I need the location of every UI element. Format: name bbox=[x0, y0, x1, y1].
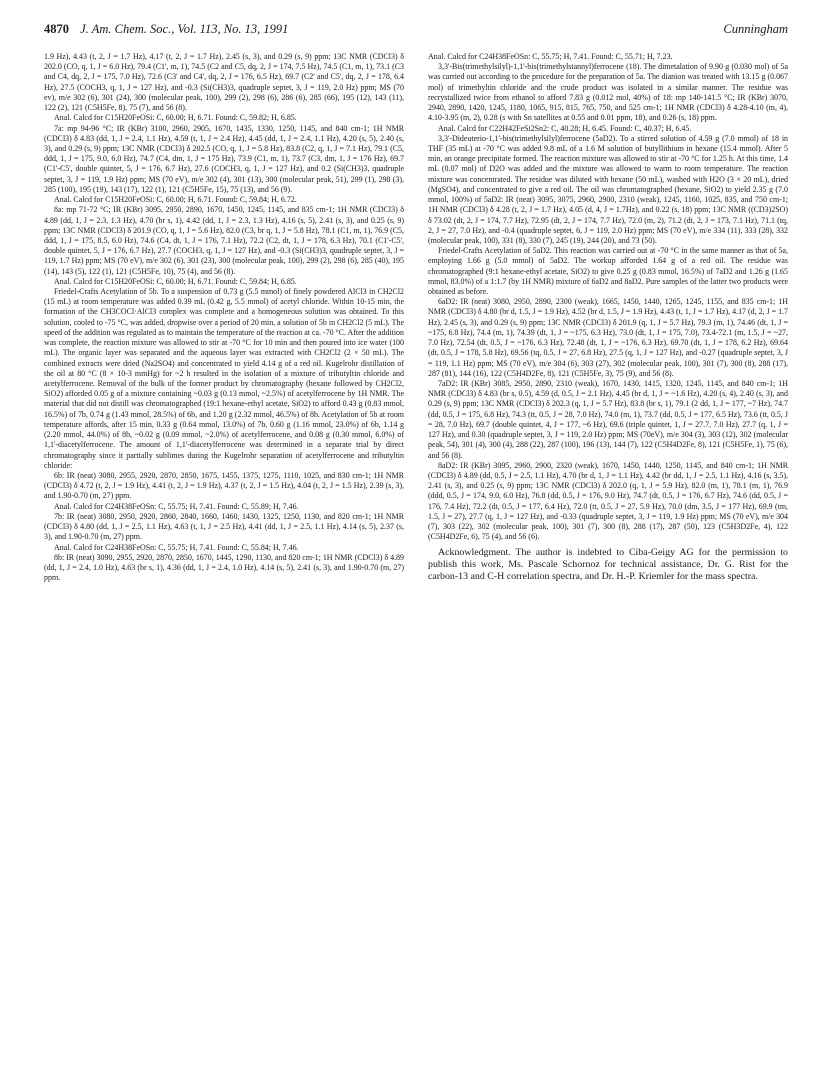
paragraph: Anal. Calcd for C15H20FeOSi: C, 60.00; H, 6.71. Found: C, 59.84; H, 6.72. bbox=[54, 195, 297, 205]
running-header bbox=[44, 22, 788, 40]
right-column bbox=[428, 52, 788, 584]
paragraph: 3,3'-Dideuterio-1,1'-bis(trimethylsilyl)ferrocene (5aD2). To a stirred solution of 4.59 g (7.0 mmol) of 18 in THF (35 mL) at -70 °C was added 9.8 mL of a 1.6 M solution of butyllithium in hexane (15.4 mmol). After 5 min, an orange precipitate formed. The reaction mixture was allowed to stir at -70 °C for 1.25 h. At this time, 1.4 mL (0.07 mol) of D2O was added and the mixture was allowed to warm to room temperature. The reaction mixture was concentrated. The residue was diluted with hexane (50 mL), washed with H2O (3 × 20 mL), dried (MgSO4), and concentrated to give a red oil. The oil was chromatographed (hexane, SiO2) to yield 2.35 g (7.0 mmol, 100%) of 5aD2: IR (neat) 3095, 3075, 2960, 2900, 2310 (weak), 1245, 1160, 1025, 835, and 750 cm-1; 1H NMR (CDCl3) δ 4.28 (t, 2, J = 1.7 Hz), 4.05 (d, 4, J = 1.7Hz), and 0.22 (s, 18) ppm; 13C NMR ((CD3)2SO) δ 73.02 (dt, 2, J = 174, 7.7 Hz), 72.95 (dt, 2, J = 174, 7.7 Hz), 72.0 (m, 2), 71.2 (dt, 2, J = 173, 7.1 Hz), 71.1 (tq, 2, J = 27, 7.0 Hz), and -0.4 (quadruple septet, 6, J = 119, 2.0 Hz) ppm; MS (70 eV), m/e 334 (11), 333 (28), 332 (molecular peak, 100), 331 (8), 330 (7), 245 (19), 244 (20), and 73 (50). bbox=[428, 133, 788, 245]
page-number: 4870 bbox=[44, 22, 69, 36]
paragraph: Anal. Calcd for C24H38FeOSn: C, 55.75; H, 7.41. Found: C, 55.84; H, 7.46. bbox=[54, 542, 299, 552]
paragraph: Anal. Calcd for C24H38FeOSn: C, 55.75; H, 7.41. Found: C, 55.71; H, 7.23. bbox=[428, 52, 673, 61]
acknowledgment: Acknowledgment. The author is indebted to Ciba-Geigy AG for the permission to publish this work, Ms. Pascale Schornoz for technical assistance, Dr. G. Rist for the carbon-13 and C-H correlation spectra, and Dr. H.-P. Kriemler for the mass spectra. bbox=[428, 546, 788, 583]
journal-page bbox=[44, 22, 788, 1058]
paragraph: 6b: IR (neat) 3080, 2955, 2920, 2870, 2850, 1675, 1455, 1375, 1275, 1110, 1025, and 830 cm-1; 1H NMR (CDCl3) δ 4.72 (t, 2, J = 1.9 Hz), 4.41 (t, 2, J = 1.9 Hz), 4.37 (t, 2, J = 1.5 Hz), 4.04 (t, 2, J = 1.5 Hz), 2.39 (s, 3), and 1.90-0.70 (m, 27) ppm. bbox=[44, 470, 404, 501]
paragraph: Anal. Calcd for C15H20FeOSi: C, 60.00; H, 6.71. Found: C, 59.84; H, 6.85. bbox=[54, 276, 297, 286]
paragraph: Friedel-Crafts Acetylation of 5aD2. This reaction was carried out at -70 °C in the same manner as that of 5a, employing 1.66 g (5.0 mmol) of 5aD2. The workup afforded 1.64 g of a red oil. The residue was chromatographed (9:1 hexane-ethyl acetate, SiO2) to give 0.25 g (0.83 mmol, 16.5%) of 7aD2 and 1.26 g (1.65 mmol, 83.0%) of a 1:1.7 (by 1H NMR) mixture of 6aD2 and 8aD2. Pure samples of the latter two products were obtained as before. bbox=[428, 246, 788, 297]
paragraph: 6aD2: IR (neat) 3080, 2950, 2890, 2300 (weak), 1665, 1450, 1440, 1265, 1245, 1155, and 835 cm-1; 1H NMR (CDCl3) δ 4.80 (br d, 1.5, J = 1.9 Hz), 4.52 (br d, 1.5, J = 1.9 Hz), 4.43 (t, 1, J = 1.7 Hz), 4.17 (d, 2, J = 1.7 Hz), 2.45 (s, 3), and 0.29 (s, 9) ppm; 13C NMR (CDCl3) δ 201.9 (q, 1, J = 5.7 Hz), 79.3 (m, 1), 74.46 (dt, 1, J = ~175, 6.8 Hz), 74.4 (m, 1), 74.39 (dt, 1, J = ~175, 6.3 Hz), 73.0 (dt, 1, J = 175, 7.0), 73.4-72.1 (m, 1.5, J = ~27, 7.0 Hz), 72.54 (dt, 0.5, J = ~176, 6.3 Hz), 72.48 (dt, 1, J = ~176, 6.3 Hz), 69.70 (dt, 1, J = 178, 6.2 Hz), 69.64 (dt, 0.5, J = 178, 5.8 Hz), 69.56 (tq, 0.5, J = 27, 6.8 Hz), 27.5 (q, 1, J = 127 Hz), and -0.27 (quadruple septet, 3, J = 119, 1.1 Hz) ppm; MS (70 eV), m/e 304 (6), 303 (27), 302 (molecular peak, 100), 301 (7), 300 (8), 288 (17), 287 (81), 144 (16), 122 (C5H4D2Fe, 8), 121 (C5H5Fe, 3), 75 (9), and 56 (8). bbox=[428, 297, 788, 378]
paragraph: Anal. Calcd for C22H42FeSi2Sn2: C, 40.28; H, 6.45. Found: C, 40.37; H, 6.45. bbox=[438, 123, 692, 133]
left-column bbox=[44, 52, 404, 583]
paragraph: 7aD2: IR (KBr) 3085, 2950, 2890, 2310 (weak), 1670, 1430, 1415, 1320, 1245, 1145, and 840 cm-1; 1H NMR (CDCl3) δ 4.83 (br s, 0.5), 4.59 (d, 0.5, J = 2.1 Hz), 4.45 (br d, 1, J = ~1.6 Hz), 4.20 (s, 4), 2.40 (s, 3), and 0.29 (s, 9) ppm; 13C NMR (CDCl3) δ 202.3 (q, 1, J = 5.7 Hz), 83.8 (br s, 1), 79.1 (2 dd, 1, J = 177, ~7 Hz), 74.7 (dd, 0.5, J = 175, 6.8 Hz), 74.3 (tt, 0.5, J = 28, 7.0 Hz), 74.0 (m, 1), 73.7 (dd, 0.5, J = 177, 6.5 Hz), 73.6 (tt, 0.5, J = 28, 7.0 Hz), 69.7 (double quintet, 4, J = 177, ~6 Hz), 69.6 (triple quintet, 1, J = 27.7, 7.0 Hz), 27.7 (q, 1, J = 127 Hz), and 0.30 (quadruple septet, 3, J = 119, 2.0 Hz) ppm; MS (70eV), m/e 304 (3), 303 (12), 302 (molecular peak, 54), 301 (4), 300 (4), 288 (22), 287 (100), 196 (13), 144 (7), 122 (C5H4D2Fe, 8), 121 (C5H5Fe, 1), 75 (6), and 56 (8). bbox=[428, 379, 788, 460]
journal-citation: J. Am. Chem. Soc., Vol. 113, No. 13, 1991 bbox=[80, 22, 289, 36]
paragraph: Anal. Calcd for C24H38FeOSn: C, 55.75; H, 7.41. Found: C, 55.89; H, 7.46. bbox=[54, 501, 299, 511]
running-author: Cunningham bbox=[723, 22, 788, 36]
paragraph: 8aD2: IR (KBr) 3095, 2960, 2900, 2320 (weak), 1670, 1450, 1440, 1250, 1145, and 840 cm-1; 1H NMR (CDCl3) δ 4.89 (dd, 0.5, J = 2.5, 1.1 Hz), 4.70 (br d, 1, J = 1.1 Hz), 4.42 (br dd, 1, J = 2.5, 1.1 Hz), 4.16 (s, 3.5), 2.41 (s, 3), and 0.25 (s, 9) ppm; 13C NMR (CDCl3) δ 202.0 (q, 1, J = 5.9 Hz), 82.0 (m, 1), 78.1 (m, 1), 76.9 (ddd, 0.5, J = 174, 9.0, 6.0 Hz), 76.8 (dd, 0.5, J = 176, 9.0 Hz), 74.7 (dt, 0.5, J = 176, 6.7 Hz), 74.6 (dd, 0.5, J = 176, 7.4 Hz), 72.2 (dt, 0.5, J = 177, 6.4 Hz), 72.0 (tt, 0.5, J = 27, 5.9 Hz), 70.0 (dm, 3.5, J = 177 Hz), 69.9 (tm, 1.5, J = 27), 27.7 (q, 1, J = 127 Hz), and -0.33 (quadruple septet, 3, J = 119, 1.9 Hz) ppm; MS (70 eV), m/e 304 (7), 303 (22), 302 (molecular peak, 100), 301 (7), 300 (8), 288 (17), 287 (50), 123 (C5H3D2Fe, 4), 122 (C5H4D2Fe, 6), 75 (4), and 56 (6). bbox=[428, 460, 788, 542]
paragraph: Anal. Calcd for C15H20FeOSi: C, 60.00; H, 6.71. Found: C, 59.82; H, 6.85. bbox=[54, 113, 297, 123]
paragraph: 3,3'-Bis(trimethylsilyl)-1,1'-bis(trimethylstannyl)ferrocene (18). The dimetalation of 9.90 g (0.030 mol) of 5a was carried out according to the procedure for the preparation of 5a. The dianion was treated with 13.15 g (0.067 mol) of trimethyltin chloride and the crude product was isolated in a similar manner. The residue was recrystallized twice from ethanol to afford 7.83 g (0.012 mol, 40%) of 18: mp 140-141.5 °C; IR (KBr) 3070, 2940, 2890, 1420, 1245, 1180, 1065, 915, 815, 765, 750, and 525 cm-1; 1H NMR (CDCl3) δ 4.28-4.10 (m, 4), 4.10-3.95 (m, 2), 0.28 (s with Sn satellites at 0.55 and 0.01 ppm, 18), and 0.26 (s, 18) ppm. bbox=[428, 62, 788, 123]
paragraph: 7b: IR (neat) 3080, 2950, 2920, 2860, 2840, 1660, 1460, 1430, 1325, 1250, 1130, and 820 cm-1; 1H NMR (CDCl3) δ 4.80 (dd, 1, J = 2.5, 1.1 Hz), 4.63 (t, 1, J = 2.5 Hz), 4.41 (dd, 1, J = 2.5, 1.1 Hz), 4.14 (s, 5), 2.37 (s, 3), and 1.90-0.70 (m, 27) ppm. bbox=[44, 511, 404, 542]
paragraph: 8a: mp 71-72 °C; IR (KBr) 3095, 2950, 2890, 1670, 1450, 1245, 1145, and 835 cm-1; 1H NMR (CDCl3) δ 4.89 (dd, 1, J = 2.3, 1.3 Hz), 4.70 (br s, 1), 4.42 (dd, 1, J = 2.3, 1.3 Hz), 4.16 (s, 5), 2.41 (s, 3), and 0.25 (s, 9) ppm; 13C NMR (CDCl3) δ 201.9 (CO, q, 1, J = 5.6 Hz), 82.0 (C3, br q, 1, J = 5.8 Hz), 78.1 (C1, m, 1), 76.9 (C5, ddd, 1, J = 175, 8.5, 6.0 Hz), 74.6 (C4, dt, 1, J = 176, 7.1 Hz), 72.2 (C2, dt, 1, J = 178, 6.3 Hz), 70.1 (C1'-C5', double quintet, 5, J = 176, 6.7 Hz), 27.7 (COCH3, q, 1, J = 127 Hz), and -0.3 (Si(CH3)3, quadruple septet, 3, J = 119, 1.7 Hz) ppm; MS (70 eV), m/e 302 (6), 301 (23), 300 (molecular peak, 100), 299 (2), 298 (6), 285 (40), 195 (14), 143 (5), 122 (1), 121 (C5H5Fe, 10), 75 (4), and 56 (8). bbox=[44, 205, 404, 276]
paragraph: 7a: mp 94-96 °C; IR (KBr) 3100, 2960, 2905, 1670, 1435, 1330, 1250, 1145, and 840 cm-1; 1H NMR (CDCl3) δ 4.83 (dd, 1, J = 2.4, 1.1 Hz), 4.59 (t, 1, J = 2.4 Hz), 4.45 (dd, 1, J = 2.4, 1.1 Hz), 4.20 (s, 5), 2.40 (s, 3), and 0.29 (s, 9) ppm; 13C NMR (CDCl3) δ 202.5 (CO, q, 1, J = 5.8 Hz), 83.8 (C2, q, 1, J = 7.1 Hz), 79.1 (C5, ddd, 1, J = 175, 9.0, 6.0 Hz), 74.7 (C4, dm, 1, J = 175 Hz), 73.9 (C1, m, 1), 73.7 (C3, dm, 1, J = 176 Hz), 69.7 (C1'-C5', double quintet, 5, J = 176, 6.7 Hz), 27.6 (COCH3, q, 1, J = 127 Hz), and 0.2 (Si(CH3)3, quadruple septet, 3, J = 119, 1.9 Hz) ppm; MS (70 eV), m/e 302 (4), 301 (13), 300 (molecular peak, 51), 299 (1), 298 (3), 285 (100), 195 (19), 143 (17), 122 (1), 121 (C5H5Fe, 15), 75 (13), and 56 (9). bbox=[44, 123, 404, 194]
paragraph: 8b: IR (neat) 3090, 2955, 2920, 2870, 2850, 1670, 1445, 1290, 1130, and 820 cm-1; 1H NMR (CDCl3) δ 4.89 (dd, 1, J = 2.4, 1.0 Hz), 4.63 (br s, 1), 4.36 (dd, 1, J = 2.4, 1.0 Hz), 4.14 (s, 5), 2.41 (s, 3), and 1.90-0.70 (m, 27) ppm. bbox=[44, 552, 404, 583]
paragraph: Friedel-Crafts Acetylation of 5b. To a suspension of 0.73 g (5.5 mmol) of finely powdered AlCl3 in CH2Cl2 (15 mL) at room temperature was added 0.39 mL (0.42 g, 5.5 mmol) of acetyl chloride. Within 10-15 min, the formation of the CH3COCl·AlCl3 complex was complete and a homogeneous solution was obtained. To this solution, cooled to -75 °C, was added, dropwise over a period of 20 min, a solution of 5b in CH2Cl2 (5 mL). The speed of the addition was regulated as to maintain the temperature of the reaction at ca. -70 °C. After the addition was complete, the reaction mixture was allowed to stir at -70 °C for 10 min and then poured into ice water (100 mL). The organic layer was separated and the aqueous layer was extracted with CH2Cl2 (2 × 50 mL). The combined extracts were dried (Na2SO4) and concentrated to yield 4.14 g of a red oil. Kugelrohr distillation of the oil at 80 °C (8 × 10-3 mmHg) for ~2 h resulted in the isolation of a mixture of tributyltin chloride and acetylferrocene. Removal of the bulk of the former product by chromatography (hexane followed by CH2Cl2, SiO2) afforded 0.05 g of a mixture containing ~0.03 g (0.13 mmol, ~2.5%) of acetylferrocene by 1H NMR. The material that did not distill was chromatographed (19:1 hexane-ethyl acetate, SiO2) to afford 0.43 g (0.83 mmol, 16.5%) of 7b, 0.74 g (1.43 mmol, 28.5%) of 6b, and 1.20 g (2.32 mmol, 46.5%) of 8b. Acetylation of 5b at room temperature affords, after 15 min, 0.33 g (0.64 mmol, 13.0%) of 7b, 0.60 g (1.16 mmol, 23.0%) of 6b, 1.14 g (2.20 mmol, 44.0%) of 8b, ~0.02 g (0.09 mmol, ~2.0%) of acetylferrocene, and 0.08 g (0.30 mmol, 6.0%) of 1,1'-diacetylferrocene. The amount of 1,1'-diacetylferrocene was determined in a separate trial by direct chromatography since it partially sublimes during the Kugelrohr separation of acetylferrocene and tributyltin chloride: bbox=[44, 287, 404, 470]
paragraph: 1.9 Hz), 4.43 (t, 2, J = 1.7 Hz), 4.17 (t, 2, J = 1.7 Hz), 2.45 (s, 3), and 0.29 (s, 9) ppm; 13C NMR (CDCl3) δ 202.0 (CO, q, 1, J = 6.0 Hz), 79.4 (C1', m, 1), 74.5 (C2 and C5, dq, 2, J = 174, 7.5 Hz), 74.5 (C1, m, 1), 73.1 (C3 and C4, dq, 2, J = 175, 7.0 Hz), 72.6 (C3' and C4', dq, 2, J = 176, 6.5 Hz), 69.7 (C2' and C5', dq, 2, J = 178, 6.4 Hz), 27.5 (COCH3, q, 1, J = 127 Hz), and -0.3 (Si(CH3)3, quadruple septet, 3, J = 119, 2.0 Hz) ppm; MS (70 ev), m/e 302 (6), 301 (24), 300 (molecular peak, 100), 299 (2), 298 (6), 286 (6), 285 (66), 195 (12), 143 (11), 122 (2), 121 (C5H5Fe, 8), 75 (7), and 56 (8). bbox=[44, 52, 404, 113]
